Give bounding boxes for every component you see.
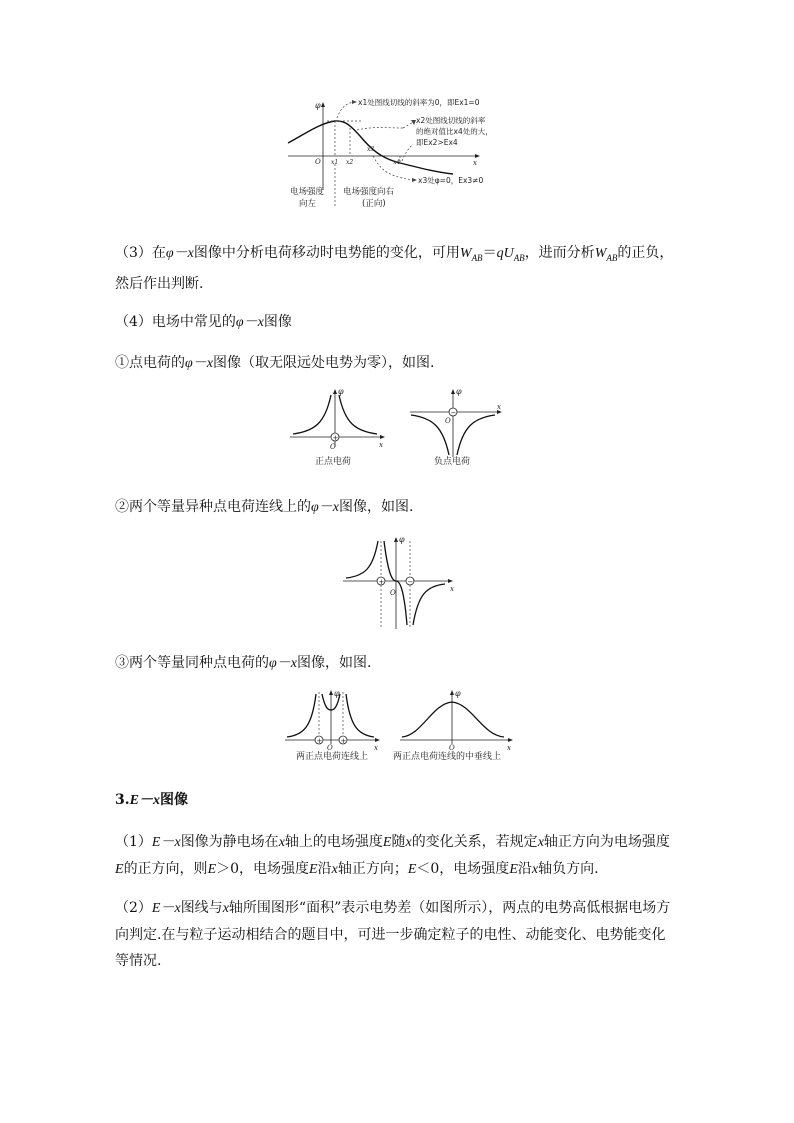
annotation-note-2-line2: 的绝对值比x4处的大， — [416, 127, 493, 136]
section3-number: 3. — [115, 792, 130, 808]
e1-text-12: 沿 — [517, 861, 532, 877]
x-label: x — [450, 585, 454, 593]
origin-label: O — [390, 589, 396, 597]
item-2 — [115, 494, 675, 521]
annotation-arrowhead-3 — [412, 178, 417, 182]
phi-axis-label: φ — [315, 101, 321, 110]
left-caption: 两正点电荷连线上 — [296, 752, 369, 762]
right-origin-label: O — [449, 744, 455, 752]
paragraph-e2 — [115, 895, 675, 974]
phi-axis-arrow — [394, 537, 398, 542]
x-axis-label: x — [473, 159, 477, 167]
e2-text-1: （2） — [115, 900, 152, 916]
e1-text-8: ＞0，电场强度 — [216, 861, 310, 877]
right-x-label: x — [507, 744, 511, 752]
para4-math-1: φ－x — [235, 315, 264, 330]
para3-text-5: 的正负，然后作出判断. — [115, 245, 674, 292]
para3-sub-4: AB — [606, 252, 618, 263]
paragraph-3 — [115, 240, 675, 297]
e1-text-4: 随 — [391, 834, 406, 850]
left-charge-1-sign: + — [316, 737, 323, 745]
item2-math-1: φ－x — [311, 500, 339, 515]
para3-math-4: W — [594, 246, 607, 261]
left-region-label-1: 电场强度 — [290, 187, 325, 197]
left-x-arrow — [375, 738, 380, 742]
like-charges-line-graph — [285, 689, 380, 762]
x-axis-arrow — [448, 579, 453, 583]
left-curve-outer-right — [346, 694, 374, 737]
figure-point-charges — [285, 385, 515, 473]
annotation-arrow-2 — [403, 122, 413, 128]
pos-origin-label: O — [330, 443, 336, 451]
para3-text-4: ，进而分析 — [524, 245, 595, 261]
e1-math-5: x — [537, 835, 544, 850]
e1-math-6: E — [115, 862, 124, 877]
pos-phi-arrow — [333, 389, 337, 394]
annotation-note-2-line1: x2处图线切线的斜率 — [416, 116, 486, 125]
neg-phi-label: φ — [456, 387, 462, 396]
curve-middle — [384, 541, 407, 625]
right-region-label-2: (正向) — [362, 199, 386, 209]
left-x-label: x — [374, 744, 378, 752]
annotation-line-2a — [357, 128, 403, 131]
paragraph-4 — [115, 309, 675, 336]
pos-phi-label: φ — [338, 387, 344, 396]
neg-charge-sign: − — [450, 409, 457, 417]
right-caption: 两正点电荷连线的中垂线上 — [393, 752, 502, 762]
curve-left — [346, 541, 378, 578]
negative-charge-graph — [410, 387, 502, 467]
item2-text-1: ②两个等量异种点电荷连线上的 — [115, 499, 311, 515]
e1-math-12: x — [531, 862, 539, 877]
para3-sub-2: AB — [471, 252, 483, 263]
positive-charge-graph — [290, 387, 385, 467]
section3-title: 图像 — [159, 792, 188, 808]
para3-text-3: ＝ — [482, 245, 497, 261]
pos-curve-right — [339, 395, 377, 434]
right-x-arrow — [508, 738, 513, 742]
x2-label: x2 — [346, 159, 354, 166]
e1-text-11: ＜0，电场强度 — [416, 861, 510, 877]
para3-math-1: φ－x — [165, 246, 194, 261]
negative-charge-sign: − — [407, 578, 414, 586]
annotation-note-3: x3处φ=0，Ex3≠0 — [418, 176, 484, 185]
item3-math-1: φ－x — [269, 656, 297, 671]
e1-text-3: 轴上的电场强度 — [284, 834, 383, 850]
annotation-note-1: x1处图线切线的斜率为0，即Ex1=0 — [358, 98, 480, 107]
neg-curve-left — [411, 415, 449, 455]
e2-math-1: E－x — [151, 901, 181, 916]
para4-text-2: 图像 — [263, 314, 292, 330]
annotation-arrow-1 — [337, 102, 353, 118]
annotation-note-2-line3: 即Ex2>Ex4 — [416, 138, 458, 147]
phi-label: φ — [399, 535, 405, 544]
figure-unlike-charges — [340, 533, 460, 633]
e1-math-7: E — [207, 862, 217, 877]
item1-text-2: 图像（取无限远处电势为零），如图. — [212, 355, 435, 371]
item3-text-1: ③两个等量同种点电荷的 — [115, 655, 269, 671]
item-1 — [115, 350, 675, 377]
phi-axis-arrow — [321, 102, 325, 107]
e1-math-1: E－x — [151, 835, 181, 850]
item-3 — [115, 650, 675, 677]
x-axis-arrow — [475, 154, 480, 158]
e1-math-3: E — [382, 835, 392, 850]
paragraph-e1 — [115, 829, 675, 883]
e1-text-9: 沿 — [317, 861, 332, 877]
para3-math-2: W — [459, 246, 472, 261]
e1-math-2: x — [278, 835, 285, 850]
x4-label: x4 — [393, 159, 401, 166]
left-origin-label: O — [327, 744, 333, 752]
like-charges-bisector-graph — [393, 689, 513, 762]
section-3-heading — [115, 787, 675, 814]
e1-math-8: E — [309, 862, 318, 877]
positive-charge-sign: + — [378, 578, 385, 586]
neg-curve-right — [457, 415, 495, 455]
pos-caption: 正点电荷 — [315, 457, 352, 467]
para3-math-3: qU — [496, 246, 514, 261]
e1-math-10: E — [407, 862, 417, 877]
pos-curve-left — [293, 395, 331, 434]
neg-x-label: x — [497, 403, 501, 411]
e2-math-2: x — [222, 901, 229, 916]
e1-text-5: 的变化关系，若规定 — [411, 834, 538, 850]
right-phi-label: φ — [455, 689, 461, 698]
e1-text-13: 轴负方向. — [538, 861, 599, 877]
e2-text-2: 图线与 — [180, 900, 223, 916]
pos-x-arrow — [380, 435, 385, 439]
annotation-arrowhead-1 — [352, 100, 357, 104]
e1-math-4: x — [405, 835, 412, 850]
right-bell-curve — [402, 702, 504, 737]
item2-text-2: 图像，如图. — [338, 499, 414, 515]
item3-text-2: 图像，如图. — [296, 655, 372, 671]
right-phi-arrow — [450, 690, 454, 695]
curve-right — [413, 584, 445, 625]
x1-label: x1 — [331, 159, 339, 166]
pos-charge-sign: + — [332, 434, 339, 442]
para3-sub-3: AB — [513, 252, 525, 263]
e1-text-6: 轴正方向为电场强度 — [543, 834, 670, 850]
annotation-line-2b — [402, 144, 413, 161]
para3-text-1: （3）在 — [115, 245, 166, 261]
e1-text-1: （1） — [115, 834, 152, 850]
left-charge-2-sign: + — [340, 737, 347, 745]
neg-phi-arrow — [451, 389, 455, 394]
para3-text-2: 图像中分析电荷移动时电势能的变化，可用 — [193, 245, 460, 261]
figure-phi-x-annotated — [285, 98, 515, 216]
e1-text-10: 轴正方向； — [337, 861, 408, 877]
e2-text-3: 轴所围图形“面积”表示电势差（如图所示），两点的电势高低根据电场方向判定.在与粒子运动相结合的题目中，可进一步确定粒子的电性、动能变化、电势能变化等情况. — [115, 900, 671, 969]
pos-x-label: x — [379, 441, 383, 449]
left-phi-arrow — [329, 690, 333, 695]
right-region-label-1: 电场强度向右 — [343, 187, 395, 197]
origin-label: O — [315, 158, 321, 166]
left-phi-label: φ — [334, 689, 340, 698]
section3-math: E－x — [129, 793, 160, 808]
e1-text-7: 的正方向，则 — [123, 861, 208, 877]
left-region-label-2: 向左 — [299, 199, 317, 209]
para4-text-1: （4）电场中常见的 — [115, 314, 236, 330]
left-curve-outer-left — [287, 694, 316, 737]
neg-caption: 负点电荷 — [434, 457, 471, 467]
x3-label: x3 — [367, 146, 375, 153]
e1-text-2: 图像为静电场在 — [180, 834, 279, 850]
e1-math-9: x — [331, 862, 338, 877]
e1-math-11: E — [509, 862, 518, 877]
item1-text-1: ①点电荷的 — [115, 355, 185, 371]
neg-origin-label: O — [445, 417, 451, 425]
figure-like-charges — [282, 688, 522, 762]
item1-math-1: φ－x — [185, 356, 213, 371]
